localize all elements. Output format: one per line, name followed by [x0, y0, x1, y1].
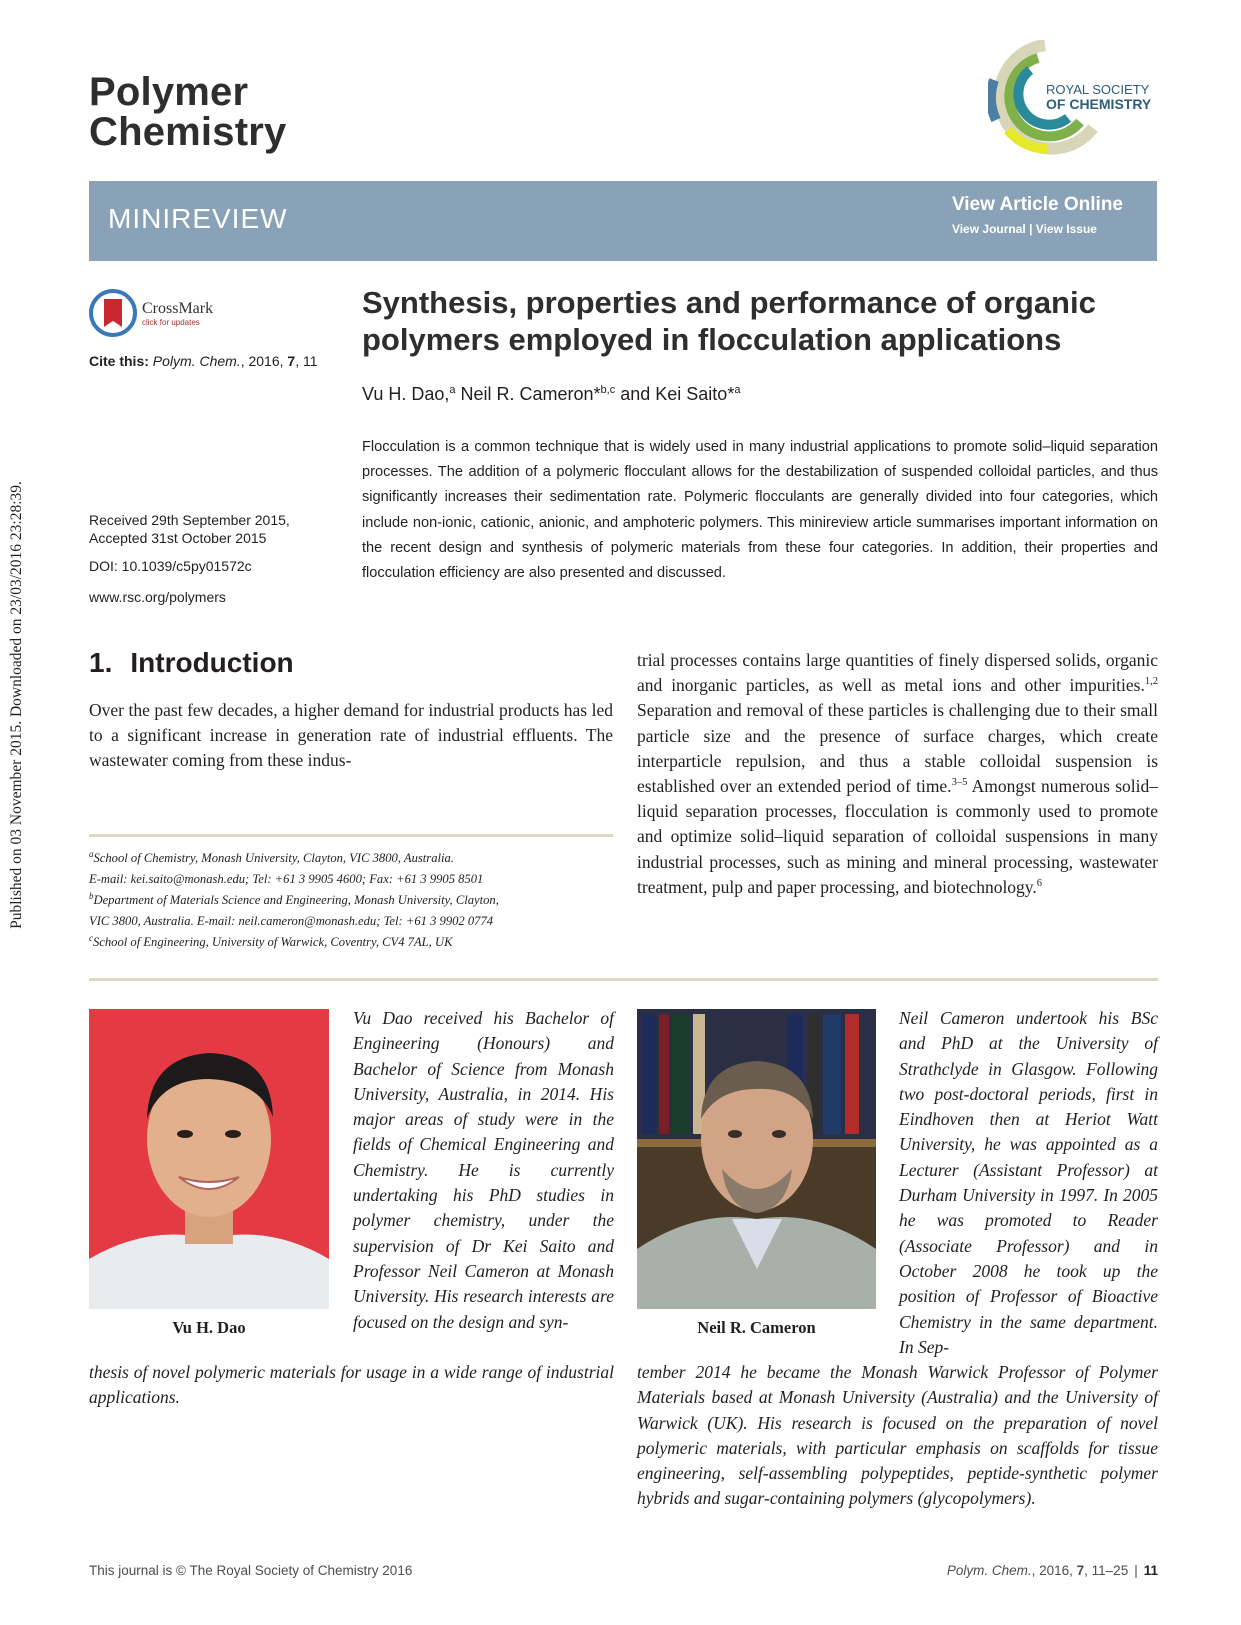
affiliation-line: $^b$Department of Materials Science and Engineering, Monash University, Clayton, — [89, 890, 499, 907]
crossmark-icon — [89, 289, 137, 337]
rsc-logo-text: ROYAL SOCIETY OF CHEMISTRY — [1046, 82, 1152, 112]
intro-paragraph-right: trial processes contains large quantities of finely dispersed solids, organic and inorganic particles, as well as metal ions and other impurities.$^{1,2}$ Separation and removal of these particles is challenging due to their small particle size and the presence of surface charges, which create interparticle repulsion, and thus a stable colloidal suspension is established over an extended period of time.$^{3-5}$ Amongst numerous solid–liquid separation processes, flocculation is commonly used to promote and optimize solid–liquid separation of colloidal suspensions in many industrial processes, such as mining and mineral processing, wastewater treatment, pulp and paper processing, and biotechnology.$^6$ — [637, 650, 1158, 897]
affiliations — [89, 848, 619, 953]
reference-link[interactable]: 1,2 — [1144, 676, 1158, 688]
page-number: 11 — [1143, 1563, 1158, 1578]
footer-citation: Polym. Chem., 2016, 7, 11–25 | 11 — [946, 1563, 1158, 1578]
abstract: Flocculation is a common technique that is widely used in many industrial applications to promote solid–liquid separation processes. The addition of a polymeric flocculant allows for the destabilization of suspended colloidal particles, and thus significantly increases their sedimentation rate. Polymeric flocculants are generally divided into four categories, which include non-ionic, cationic, anionic, and amphoteric polymers. This minireview article summarises important information on the recent design and synthesis of polymeric materials from these four categories. In addition, their properties and flocculation efficiency are also presented and discussed. — [362, 439, 1158, 582]
article-title: Synthesis, properties and performance of organic polymers employed in flocculation applications — [362, 285, 1096, 357]
intro-paragraph-left: Over the past few decades, a higher demand for industrial products has led to a significant increase in generation rate of industrial effluents. The wastewater coming from these indus- — [89, 700, 613, 771]
view-issue-link[interactable]: View Issue — [1035, 222, 1097, 236]
crossmark-title: CrossMark — [142, 299, 214, 317]
reference-link[interactable]: 3–5 — [951, 777, 968, 789]
photo-caption-cameron: Neil R. Cameron — [697, 1318, 816, 1337]
photo-caption-dao: Vu H. Dao — [172, 1318, 246, 1337]
footer-copyright: This journal is © The Royal Society of Chemistry 2016 — [89, 1563, 413, 1578]
view-journal-link[interactable]: View Journal — [951, 222, 1026, 236]
author-list: Vu H. Dao,$^a$ Neil R. Cameron*$^{b,c}$ and Kei Saito*$^a$ — [362, 384, 741, 404]
reference-link[interactable]: 6 — [1036, 878, 1043, 889]
article-banner — [89, 181, 1157, 261]
bio-cameron: Neil Cameron undertook his BSc and PhD at the University of Strathclyde in Glasgow. Following two post-doctoral periods, first in Eindhoven then at Heriot Watt University, he was appointed as a Lecturer (Assistant Professor) at Durham University in 1997. In 2005 he was promoted to Reader (Associate Professor) and in October 2008 he took up the position of Professor of Bioactive Chemistry in the same department. In Sep- — [899, 1008, 1158, 1357]
affiliation-line: E-mail: kei.saito@monash.edu; Tel: +61 3 9905 4600; Fax: +61 3 9905 8501 — [89, 872, 484, 886]
author-photo-dao — [89, 1009, 329, 1309]
bio-divider — [89, 978, 1158, 981]
bio-dao: Vu Dao received his Bachelor of Engineering (Honours) and Bachelor of Science from Monash University, Australia, in 2014. His major areas of study were in the fields of Chemical Engineering and Chemistry. He is currently undertaking his PhD studies in polymer chemistry, under the supervision of Dr Kei Saito and Professor Neil Cameron at Monash University. His research interests are focused on the design and syn- — [353, 1008, 614, 1332]
affiliation-line: $^c$School of Engineering, University of Warwick, Coventry, CV4 7AL, UK — [89, 932, 453, 949]
view-article-online-link[interactable]: View Article Online — [951, 194, 1123, 215]
download-stamp: Published on 03 November 2015. Downloaded on 23/03/2016 23:28:39. — [8, 481, 25, 929]
crossmark-badge[interactable] — [89, 288, 229, 338]
author-photo-cameron — [637, 1009, 876, 1309]
affiliation-line: VIC 3800, Australia. E-mail: neil.cameron@monash.edu; Tel: +61 3 9902 0774 — [89, 914, 494, 928]
affiliation-divider — [89, 834, 613, 837]
affiliation-line: $^a$School of Chemistry, Monash University, Clayton, VIC 3800, Australia. — [89, 848, 454, 865]
section-heading-introduction: 1. Introduction — [89, 647, 294, 678]
bio-dao-continued: thesis of novel polymeric materials for usage in a wide range of industrial applications. — [89, 1362, 614, 1408]
article-type: MINIREVIEW — [108, 203, 288, 234]
bio-cameron-continued: tember 2014 he became the Monash Warwick Professor of Polymer Materials based at Monash University (Australia) and the University of Warwick (UK). His research is focused on the preparation of novel polymeric materials, with particular emphasis on scaffolds for tissue engineering, self-assembling polypeptides, peptide-synthetic polymer hybrids and sugar-containing polymers (glycopolymers). — [637, 1362, 1158, 1509]
link-separator: | — [1029, 222, 1033, 236]
journal-url[interactable]: www.rsc.org/polymers — [89, 589, 226, 605]
cite-this: Cite this: Polym. Chem., 2016, 7, 11 — [89, 353, 318, 369]
doi[interactable]: DOI: 10.1039/c5py01572c — [89, 558, 252, 574]
article-dates: Received 29th September 2015, Accepted 31st October 2015 — [89, 512, 290, 546]
crossmark-subtitle: click for updates — [142, 317, 200, 327]
journal-title: Polymer Chemistry — [89, 70, 287, 154]
